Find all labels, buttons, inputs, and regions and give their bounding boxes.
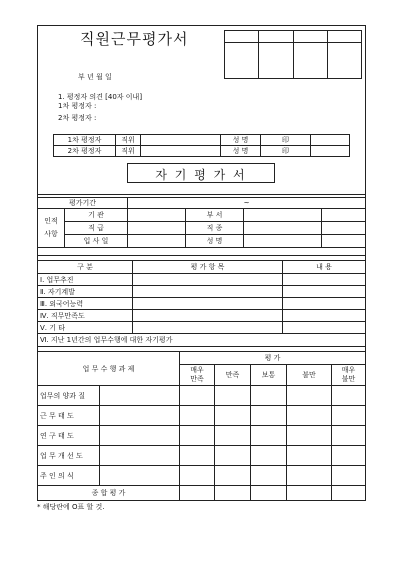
first-reviewer-label: 1차 평정자 : bbox=[58, 102, 97, 110]
form-title: 직원근무평가서 bbox=[80, 30, 189, 48]
criteria-label: 근 무 태 도 bbox=[38, 406, 100, 426]
criteria-label: 업 무 개 선 도 bbox=[38, 446, 100, 466]
name-field[interactable] bbox=[261, 146, 311, 157]
level-neutral: 보통 bbox=[251, 365, 287, 386]
blank-cell bbox=[322, 209, 366, 222]
rating-cell[interactable] bbox=[215, 446, 251, 466]
period-row bbox=[38, 198, 366, 209]
criteria-task-field[interactable] bbox=[100, 386, 180, 406]
rating-table bbox=[37, 351, 366, 501]
signature-row bbox=[54, 146, 350, 157]
rating-cell[interactable] bbox=[287, 486, 332, 501]
join-date-label: 입 사 일 bbox=[65, 235, 128, 248]
item-content-field[interactable] bbox=[283, 274, 366, 286]
level-very-satisfied: 매우 만족 bbox=[180, 365, 215, 386]
date-line: 부 년 월 일 bbox=[78, 73, 112, 81]
eval-items-table bbox=[37, 260, 366, 347]
department-label: 부 서 bbox=[186, 209, 244, 222]
criteria-task-field[interactable] bbox=[100, 406, 180, 426]
criteria-label: 업무의 양과 질 bbox=[38, 386, 100, 406]
section-divider bbox=[37, 194, 366, 195]
rating-cell[interactable] bbox=[251, 406, 287, 426]
position-field[interactable] bbox=[141, 135, 221, 146]
self-eval-title-text: 자 기 평 가 서 bbox=[155, 168, 247, 182]
seal-mark: 印 bbox=[282, 136, 289, 144]
rating-cell[interactable] bbox=[251, 426, 287, 446]
blank-cell bbox=[322, 222, 366, 235]
item-content-field[interactable] bbox=[283, 298, 366, 310]
rating-cell[interactable] bbox=[251, 446, 287, 466]
eval-items-header: 평 가 항 목 bbox=[133, 261, 283, 274]
criteria-row bbox=[38, 466, 366, 486]
rating-cell[interactable] bbox=[180, 426, 215, 446]
criteria-row bbox=[38, 386, 366, 406]
item-category: Ⅴ. 기 타 bbox=[38, 322, 133, 334]
personal-section-label: 인적 사항 bbox=[38, 209, 65, 248]
period-label: 평가기간 bbox=[38, 198, 128, 209]
rating-cell[interactable] bbox=[215, 466, 251, 486]
opinion-label: 1. 평정자 의견 [40자 이내] bbox=[58, 93, 143, 101]
items-header-row bbox=[38, 261, 366, 274]
criteria-task-field[interactable] bbox=[100, 446, 180, 466]
name-field[interactable] bbox=[244, 235, 322, 248]
criteria-row bbox=[38, 406, 366, 426]
level-very-dissatisfied: 매우 불만 bbox=[332, 365, 366, 386]
criteria-row bbox=[38, 426, 366, 446]
rating-cell[interactable] bbox=[332, 486, 366, 501]
info-row bbox=[38, 222, 366, 235]
item-row bbox=[38, 286, 366, 298]
info-row bbox=[38, 235, 366, 248]
task-header: 업 무 수 행 과 제 bbox=[38, 352, 180, 386]
rating-cell[interactable] bbox=[180, 466, 215, 486]
rating-cell[interactable] bbox=[215, 386, 251, 406]
item-content-field[interactable] bbox=[283, 286, 366, 298]
criteria-task-field[interactable] bbox=[100, 466, 180, 486]
name-label: 성 명 bbox=[221, 135, 261, 146]
rating-cell[interactable] bbox=[332, 446, 366, 466]
item-eval-field[interactable] bbox=[133, 310, 283, 322]
self-eval-note-row bbox=[38, 334, 366, 347]
position-label: 직위 bbox=[116, 135, 141, 146]
item-content-field[interactable] bbox=[283, 310, 366, 322]
reviewer-label: 2차 평정자 bbox=[54, 146, 116, 157]
rating-header-row bbox=[38, 352, 366, 365]
rating-cell[interactable] bbox=[287, 426, 332, 446]
item-eval-field[interactable] bbox=[133, 286, 283, 298]
self-eval-title bbox=[127, 163, 275, 183]
name-field[interactable] bbox=[261, 135, 311, 146]
rating-cell[interactable] bbox=[287, 406, 332, 426]
item-eval-field[interactable] bbox=[133, 274, 283, 286]
blank-cell bbox=[322, 235, 366, 248]
blank-cell bbox=[311, 146, 350, 157]
rating-cell[interactable] bbox=[180, 486, 215, 501]
position-label: 직위 bbox=[116, 146, 141, 157]
self-eval-note: Ⅵ. 지난 1년간의 업무수행에 대한 자기평가 bbox=[38, 334, 366, 347]
seal-mark: 印 bbox=[282, 147, 289, 155]
footnote: * 해당란에 O표 할 것. bbox=[37, 503, 105, 511]
grade-field[interactable] bbox=[128, 222, 186, 235]
item-eval-field[interactable] bbox=[133, 298, 283, 310]
second-reviewer-label: 2차 평정자 : bbox=[58, 114, 97, 122]
item-category: Ⅳ. 직무만족도 bbox=[38, 310, 133, 322]
rating-cell[interactable] bbox=[287, 466, 332, 486]
agency-field[interactable] bbox=[128, 209, 186, 222]
total-row bbox=[38, 486, 366, 501]
job-type-label: 직 종 bbox=[186, 222, 244, 235]
rating-cell[interactable] bbox=[287, 386, 332, 406]
item-row bbox=[38, 298, 366, 310]
rating-cell[interactable] bbox=[251, 386, 287, 406]
item-row bbox=[38, 322, 366, 334]
rating-cell[interactable] bbox=[332, 426, 366, 446]
reviewer-label: 1차 평정자 bbox=[54, 135, 116, 146]
rating-cell[interactable] bbox=[287, 446, 332, 466]
rating-cell[interactable] bbox=[215, 426, 251, 446]
category-header: 구 분 bbox=[38, 261, 133, 274]
agency-label: 기 관 bbox=[65, 209, 128, 222]
rating-cell[interactable] bbox=[180, 406, 215, 426]
item-content-field[interactable] bbox=[283, 322, 366, 334]
total-label: 종 합 평 가 bbox=[38, 486, 180, 501]
job-type-field[interactable] bbox=[244, 222, 322, 235]
level-satisfied: 만족 bbox=[215, 365, 251, 386]
reviewer-signature-table bbox=[53, 134, 350, 157]
rating-cell[interactable] bbox=[180, 446, 215, 466]
info-row bbox=[38, 209, 366, 222]
criteria-row bbox=[38, 446, 366, 466]
rating-cell[interactable] bbox=[215, 486, 251, 501]
name-label: 성 명 bbox=[221, 146, 261, 157]
item-eval-field[interactable] bbox=[133, 322, 283, 334]
level-dissatisfied: 불만 bbox=[287, 365, 332, 386]
section-divider bbox=[37, 255, 366, 256]
content-header: 내 용 bbox=[283, 261, 366, 274]
rating-cell[interactable] bbox=[215, 406, 251, 426]
item-category: Ⅲ. 외국어능력 bbox=[38, 298, 133, 310]
rating-cell[interactable] bbox=[251, 486, 287, 501]
item-category: Ⅱ. 자기계발 bbox=[38, 286, 133, 298]
signature-row bbox=[54, 135, 350, 146]
period-separator: ~ bbox=[243, 199, 250, 207]
rating-cell[interactable] bbox=[180, 386, 215, 406]
grade-label: 직 급 bbox=[65, 222, 128, 235]
name-label: 성 명 bbox=[186, 235, 244, 248]
item-category: Ⅰ. 업무추진 bbox=[38, 274, 133, 286]
personal-info-table bbox=[37, 197, 366, 248]
blank-cell bbox=[311, 135, 350, 146]
criteria-label: 주 인 의 식 bbox=[38, 466, 100, 486]
rating-cell[interactable] bbox=[251, 466, 287, 486]
join-date-field[interactable] bbox=[128, 235, 186, 248]
period-field[interactable] bbox=[128, 198, 366, 209]
item-row bbox=[38, 274, 366, 286]
approval-grid bbox=[224, 30, 362, 79]
criteria-task-field[interactable] bbox=[100, 426, 180, 446]
department-field[interactable] bbox=[244, 209, 322, 222]
rating-cell[interactable] bbox=[332, 466, 366, 486]
position-field[interactable] bbox=[141, 146, 221, 157]
eval-header: 평 가 bbox=[180, 352, 366, 365]
item-row bbox=[38, 310, 366, 322]
criteria-label: 연 구 태 도 bbox=[38, 426, 100, 446]
rating-cell[interactable] bbox=[332, 386, 366, 406]
rating-cell[interactable] bbox=[332, 406, 366, 426]
